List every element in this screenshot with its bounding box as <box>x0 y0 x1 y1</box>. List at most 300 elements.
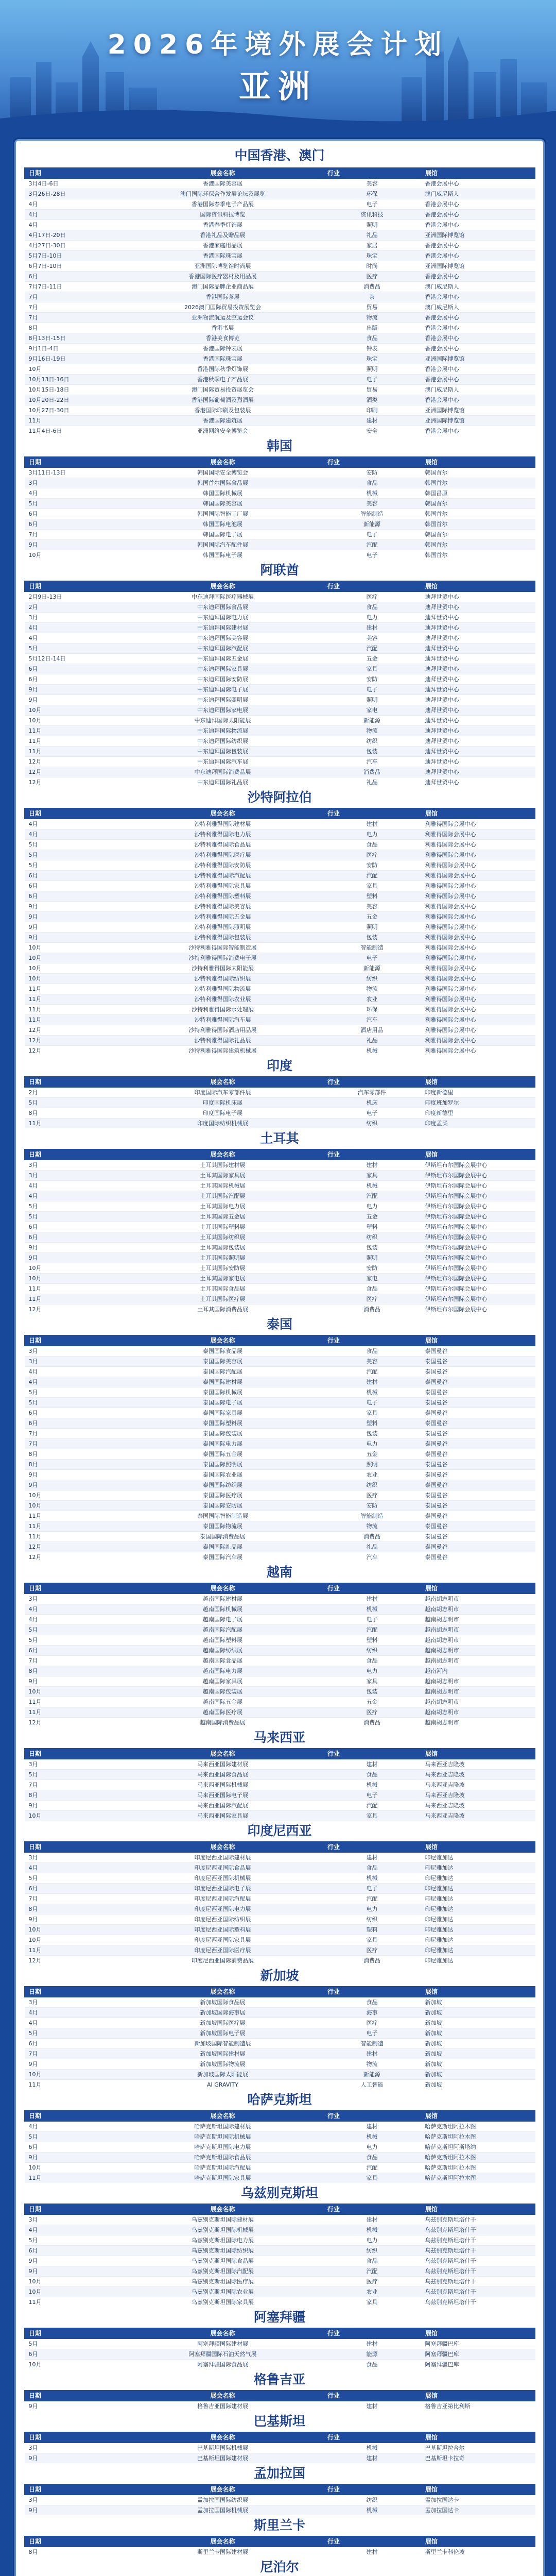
column-header-date: 日期 <box>25 2484 123 2495</box>
cell-venue: 利雅得国际会展中心 <box>421 974 535 984</box>
cell-category: 新能源 <box>323 716 421 726</box>
cell-date: 4月 <box>25 1191 123 1201</box>
cell-category: 智能制造 <box>323 509 421 519</box>
cell-name: 香港礼品及赠品展 <box>123 230 323 241</box>
cell-date: 10月 <box>25 953 123 963</box>
cell-name: 香港秋季电子产品展 <box>123 375 323 385</box>
column-header-name: 展会名称 <box>123 2111 323 2122</box>
cell-date: 5月 <box>25 840 123 850</box>
table-row <box>25 530 535 540</box>
column-header-category: 行业 <box>323 2328 421 2339</box>
cell-date: 5月 <box>25 2028 123 2039</box>
table-row <box>25 685 535 695</box>
schedule-table <box>24 1841 535 1965</box>
cell-name: 乌兹别克斯坦国际机械展 <box>123 2225 323 2235</box>
cell-venue: 越南胡志明市 <box>421 1604 535 1615</box>
cell-name: 巴基斯坦国际建材展 <box>123 2453 323 2464</box>
cell-date: 9月1日-4日 <box>25 344 123 354</box>
cell-category: 电力 <box>323 2142 421 2153</box>
cell-name: 韩国国际汽车配件展 <box>123 540 323 550</box>
table-row <box>25 1470 535 1480</box>
cell-name: 印度尼西亚国际机械展 <box>123 1873 323 1884</box>
cell-date: 6月 <box>25 871 123 881</box>
cell-venue: 哈萨克斯坦阿拉木图 <box>421 2163 535 2173</box>
cell-date: 5月7日-10日 <box>25 251 123 261</box>
cell-venue: 乌兹别克斯坦塔什干 <box>421 2266 535 2277</box>
cell-name: 泰国国际包装展 <box>123 1429 323 1439</box>
cell-name: 印度国际纺织机械展 <box>123 1118 323 1129</box>
cell-name: 印度国际汽车零部件展 <box>123 1088 323 1098</box>
cell-category: 电子 <box>323 685 421 695</box>
cell-date: 4月 <box>25 199 123 210</box>
cell-venue: 香港会展中心 <box>421 251 535 261</box>
cell-category: 电力 <box>323 1201 421 1212</box>
cell-date: 12月 <box>25 1304 123 1315</box>
cell-category: 建材 <box>323 2122 421 2132</box>
cell-venue: 印尼雅加达 <box>421 1894 535 1904</box>
table-row <box>25 829 535 840</box>
cell-venue: 乌兹别克斯坦塔什干 <box>421 2256 535 2266</box>
cell-name: 沙特利雅得国际塑料展 <box>123 891 323 902</box>
cell-date: 9月 <box>25 1480 123 1490</box>
cell-name: 韩国国际电子展 <box>123 530 323 540</box>
cell-date: 8月 <box>25 2547 123 2557</box>
table-row <box>25 1046 535 1056</box>
cell-name: 泰国国际物流展 <box>123 1521 323 1532</box>
cell-venue: 伊斯坦布尔国际会展中心 <box>421 1284 535 1294</box>
cell-name: 香港书展 <box>123 323 323 333</box>
table-row <box>25 912 535 922</box>
column-header-venue: 展馆 <box>421 1335 535 1346</box>
cell-date: 9月 <box>25 1243 123 1253</box>
cell-name: 乌兹别克斯坦国际医疗展 <box>123 2277 323 2287</box>
cell-name: 土耳其国际安防展 <box>123 1263 323 1274</box>
cell-name: 泰国国际安防展 <box>123 1501 323 1511</box>
cell-venue: 澳门威尼斯人 <box>421 302 535 313</box>
cell-date: 12月 <box>25 777 123 788</box>
cell-name: 马来西亚国际家具展 <box>123 1811 323 1821</box>
cell-venue: 迪拜世贸中心 <box>421 747 535 757</box>
cell-name: 泰国国际汽配展 <box>123 1367 323 1377</box>
table-row <box>25 2256 535 2266</box>
cell-category: 食品 <box>323 333 421 344</box>
cell-venue: 越南胡志明市 <box>421 1687 535 1697</box>
cell-venue: 澳门威尼斯人 <box>421 282 535 292</box>
table-row <box>25 1687 535 1697</box>
cell-date: 3月 <box>25 1346 123 1357</box>
cell-venue: 迪拜世贸中心 <box>421 654 535 664</box>
column-header-category: 行业 <box>323 2204 421 2215</box>
column-header-category: 行业 <box>323 1149 421 1160</box>
column-header-category: 行业 <box>323 2484 421 2495</box>
cell-name: 乌兹别克斯坦国际电力展 <box>123 2235 323 2246</box>
section-1 <box>16 436 543 560</box>
cell-venue: 香港会展中心 <box>421 426 535 436</box>
cell-category: 消费品 <box>323 282 421 292</box>
table-row <box>25 1625 535 1635</box>
cell-venue: 泰国曼谷 <box>421 1357 535 1367</box>
cell-name: 沙特利雅得国际礼品展 <box>123 1036 323 1046</box>
cell-name: 马来西亚国际建材展 <box>123 1759 323 1770</box>
column-header-venue: 展馆 <box>421 1842 535 1853</box>
column-header-venue: 展馆 <box>421 1149 535 1160</box>
cell-category: 电子 <box>323 550 421 561</box>
table-row <box>25 2266 535 2277</box>
column-header-venue: 展馆 <box>421 168 535 179</box>
table-row <box>25 1005 535 1015</box>
cell-name: 乌兹别克斯坦国际纺织展 <box>123 2246 323 2256</box>
cell-date: 4月 <box>25 819 123 829</box>
cell-date: 5月 <box>25 1770 123 1780</box>
column-header-name: 展会名称 <box>123 2328 323 2339</box>
cell-category: 电子 <box>323 530 421 540</box>
table-row <box>25 1656 535 1666</box>
cell-venue: 印尼雅加达 <box>421 1904 535 1914</box>
table-row <box>25 488 535 499</box>
cell-venue: 利雅得国际会展中心 <box>421 994 535 1005</box>
cell-date: 9月 <box>25 2453 123 2464</box>
cell-category: 机械 <box>323 2443 421 2453</box>
section-title: 土耳其 <box>260 1131 299 1146</box>
cell-name: 土耳其国际机械展 <box>123 1181 323 1191</box>
cell-date: 11月 <box>25 1511 123 1521</box>
cell-venue: 印尼雅加达 <box>421 1945 535 1956</box>
table-row <box>25 2039 535 2049</box>
cell-category: 照明 <box>323 1253 421 1263</box>
cell-date: 4月17日-20日 <box>25 230 123 241</box>
table-row <box>25 1387 535 1398</box>
table-row <box>25 1201 535 1212</box>
cell-venue: 迪拜世贸中心 <box>421 736 535 747</box>
cell-category: 家电 <box>323 1274 421 1284</box>
cell-category: 家具 <box>323 2173 421 2183</box>
cell-date: 11月 <box>25 2173 123 2183</box>
column-header-category: 行业 <box>323 2432 421 2443</box>
cell-name: 越南国际食品展 <box>123 1656 323 1666</box>
cell-category: 照明 <box>323 695 421 705</box>
cell-name: 沙特利雅得国际安防展 <box>123 860 323 871</box>
column-header-date: 日期 <box>25 2536 123 2547</box>
table-row <box>25 1429 535 1439</box>
cell-category: 纺织 <box>323 1646 421 1656</box>
table-row <box>25 2235 535 2246</box>
cell-venue: 新加坡 <box>421 2018 535 2028</box>
cell-category: 汽配 <box>323 643 421 654</box>
cell-category: 电力 <box>323 829 421 840</box>
section-title: 巴基斯坦 <box>253 2414 305 2429</box>
cell-category: 农业 <box>323 1470 421 1480</box>
cell-name: 泰国国际消费品展 <box>123 1532 323 1542</box>
cell-date: 11月 <box>25 1521 123 1532</box>
schedule-table <box>24 1335 535 1562</box>
section-title: 阿联酋 <box>260 563 299 578</box>
cell-category: 消费品 <box>323 1718 421 1728</box>
column-header-category: 行业 <box>323 1749 421 1759</box>
cell-venue: 澳门威尼斯人 <box>421 189 535 199</box>
cell-name: 香港国际珠宝展 <box>123 354 323 364</box>
cell-date: 11月 <box>25 747 123 757</box>
cell-venue: 泰国曼谷 <box>421 1501 535 1511</box>
cell-category: 五金 <box>323 654 421 664</box>
cell-category: 医疗 <box>323 1707 421 1718</box>
cell-venue: 香港会展中心 <box>421 313 535 323</box>
table-row <box>25 1552 535 1563</box>
cell-name: 中东迪拜国际汽配展 <box>123 643 323 654</box>
cell-name: 香港国际印刷及包装展 <box>123 405 323 416</box>
cell-venue: 亚洲国际博览馆 <box>421 261 535 272</box>
cell-date: 3月 <box>25 1171 123 1181</box>
cell-category: 建材 <box>323 2049 421 2059</box>
cell-date: 4月 <box>25 829 123 840</box>
schedule-table <box>24 1583 535 1727</box>
cell-name: 越南国际消费品展 <box>123 1718 323 1728</box>
cell-venue: 利雅得国际会展中心 <box>421 912 535 922</box>
cell-venue: 泰国曼谷 <box>421 1367 535 1377</box>
table-row <box>25 2163 535 2173</box>
table-row <box>25 1501 535 1511</box>
cell-name: 土耳其国际电力展 <box>123 1201 323 1212</box>
cell-name: 韩国国际电池展 <box>123 519 323 530</box>
table-row <box>25 292 535 302</box>
column-header-name: 展会名称 <box>123 1987 323 1997</box>
column-header-date: 日期 <box>25 2204 123 2215</box>
cell-venue: 香港会展中心 <box>421 220 535 230</box>
cell-venue: 伊斯坦布尔国际会展中心 <box>421 1160 535 1171</box>
table-row <box>25 1232 535 1243</box>
cell-category: 酒类 <box>323 395 421 405</box>
cell-date: 11月 <box>25 1707 123 1718</box>
section-3 <box>16 787 543 1056</box>
cell-name: 中东迪拜国际五金展 <box>123 654 323 664</box>
table-row <box>25 1408 535 1418</box>
section-5 <box>16 1128 543 1314</box>
cell-venue: 马来西亚吉隆坡 <box>421 1780 535 1790</box>
cell-venue: 伊斯坦布尔国际会展中心 <box>421 1294 535 1304</box>
cell-name: 土耳其国际消费品展 <box>123 1304 323 1315</box>
page-subtitle: 亚洲 <box>238 67 317 105</box>
cell-venue: 越南胡志明市 <box>421 1707 535 1718</box>
schedule-table <box>24 2110 535 2183</box>
cell-name: 中东迪拜国际医疗器械展 <box>123 592 323 602</box>
table-row <box>25 1015 535 1025</box>
cell-venue: 巴基斯坦拉合尔 <box>421 2443 535 2453</box>
cell-venue: 乌兹别克斯坦塔什干 <box>421 2225 535 2235</box>
cell-category: 照明 <box>323 220 421 230</box>
cell-date: 6月 <box>25 2039 123 2049</box>
cell-category: 建材 <box>323 1594 421 1604</box>
cell-category: 智能制造 <box>323 943 421 953</box>
schedule-table <box>24 1748 535 1821</box>
cell-category: 机械 <box>323 1604 421 1615</box>
cell-venue: 利雅得国际会展中心 <box>421 1005 535 1015</box>
cell-name: 沙特利雅得国际电力展 <box>123 829 323 840</box>
cell-category: 食品 <box>323 1346 421 1357</box>
table-row <box>25 2453 535 2464</box>
table-row <box>25 1945 535 1956</box>
section-title: 印度尼西亚 <box>247 1823 312 1838</box>
column-header-date: 日期 <box>25 2328 123 2339</box>
cell-venue: 泰国曼谷 <box>421 1439 535 1449</box>
cell-venue: 韩国首尔 <box>421 509 535 519</box>
cell-category: 机械 <box>323 2505 421 2516</box>
cell-venue: 伊斯坦布尔国际会展中心 <box>421 1274 535 1284</box>
cell-category: 安全 <box>323 426 421 436</box>
cell-date: 9月 <box>25 922 123 933</box>
cell-venue: 泰国曼谷 <box>421 1346 535 1357</box>
cell-name: 新加坡国际医疗展 <box>123 2018 323 2028</box>
column-header-name: 展会名称 <box>123 457 323 468</box>
table-row <box>25 1118 535 1129</box>
table-header-row <box>25 2328 535 2339</box>
cell-venue: 韩国首尔 <box>421 530 535 540</box>
cell-venue: 泰国曼谷 <box>421 1429 535 1439</box>
table-row <box>25 1894 535 1904</box>
cell-date: 6月 <box>25 519 123 530</box>
table-row <box>25 1439 535 1449</box>
cell-venue: 利雅得国际会展中心 <box>421 829 535 840</box>
cell-date: 6月 <box>25 1222 123 1232</box>
cell-name: 土耳其国际家电展 <box>123 1274 323 1284</box>
cell-category: 建材 <box>323 1160 421 1171</box>
cell-date: 10月 <box>25 1811 123 1821</box>
cell-category: 物流 <box>323 726 421 736</box>
schedule-table <box>24 2204 535 2307</box>
cell-venue: 韩国首尔 <box>421 499 535 509</box>
column-header-venue: 展馆 <box>421 1987 535 1997</box>
table-row <box>25 1274 535 1284</box>
cell-category: 建材 <box>323 2547 421 2557</box>
cell-name: 马来西亚国际食品展 <box>123 1770 323 1780</box>
table-row <box>25 1088 535 1098</box>
schedule-table <box>24 2432 535 2463</box>
cell-date: 6月 <box>25 674 123 685</box>
cell-venue: 新加坡 <box>421 2028 535 2039</box>
cell-category: 建材 <box>323 2453 421 2464</box>
cell-name: 澳门国际环保合作发展论坛及展览 <box>123 189 323 199</box>
cell-venue: 香港会展中心 <box>421 344 535 354</box>
cell-name: 沙特利雅得国际照明展 <box>123 922 323 933</box>
cell-date: 3月 <box>25 2443 123 2453</box>
column-header-category: 行业 <box>323 457 421 468</box>
cell-date: 10月 <box>25 943 123 953</box>
table-row <box>25 902 535 912</box>
section-13 <box>16 2307 543 2369</box>
cell-venue: 越南胡志明市 <box>421 1635 535 1646</box>
column-header-category: 行业 <box>323 1077 421 1088</box>
cell-category: 电子 <box>323 375 421 385</box>
schedule-table <box>24 167 535 436</box>
cell-venue: 伊斯坦布尔国际会展中心 <box>421 1222 535 1232</box>
cell-venue: 越南胡志明市 <box>421 1594 535 1604</box>
cell-date: 4月 <box>25 1377 123 1387</box>
cell-date: 10月 <box>25 1501 123 1511</box>
table-row <box>25 1036 535 1046</box>
column-header-name: 展会名称 <box>123 581 323 592</box>
cell-category: 钟表 <box>323 344 421 354</box>
cell-name: 沙特利雅得国际农业展 <box>123 994 323 1005</box>
cell-category: 食品 <box>323 478 421 488</box>
cell-venue: 印尼雅加达 <box>421 1925 535 1935</box>
cell-date: 12月 <box>25 757 123 767</box>
table-row <box>25 2443 535 2453</box>
cell-category: 食品 <box>323 2256 421 2266</box>
cell-name: 沙特利雅得国际美容展 <box>123 902 323 912</box>
cell-name: 土耳其国际包装展 <box>123 1243 323 1253</box>
cell-venue: 哈萨克斯坦阿拉木图 <box>421 2132 535 2142</box>
cell-venue: 利雅得国际会展中心 <box>421 1036 535 1046</box>
cell-name: 韩国国际电子展 <box>123 550 323 561</box>
column-header-name: 展会名称 <box>123 1149 323 1160</box>
column-header-venue: 展馆 <box>421 2111 535 2122</box>
cell-date: 7月 <box>25 1429 123 1439</box>
cell-category: 家具 <box>323 2297 421 2308</box>
table-row <box>25 313 535 323</box>
table-row <box>25 1676 535 1687</box>
table-header-row <box>25 1077 535 1088</box>
cell-venue: 格鲁吉亚第比利斯 <box>421 2401 535 2412</box>
column-header-date: 日期 <box>25 2391 123 2401</box>
cell-venue: 印尼雅加达 <box>421 1853 535 1863</box>
cell-category: 智能制造 <box>323 1511 421 1521</box>
column-header-venue: 展馆 <box>421 1749 535 1759</box>
column-header-category: 行业 <box>323 1335 421 1346</box>
table-row <box>25 1521 535 1532</box>
cell-category: 医疗 <box>323 2277 421 2287</box>
column-header-name: 展会名称 <box>123 2432 323 2443</box>
cell-date: 6月 <box>25 2246 123 2256</box>
cell-name: 中东迪拜国际食品展 <box>123 602 323 613</box>
cell-name: 印度尼西亚国际电子展 <box>123 1884 323 1894</box>
cell-name: 亚洲国际博览馆时尚展 <box>123 261 323 272</box>
schedule-table <box>24 2536 535 2557</box>
cell-category: 汽配 <box>323 540 421 550</box>
cell-date: 9月 <box>25 695 123 705</box>
table-row <box>25 1098 535 1108</box>
cell-venue: 印度班加罗尔 <box>421 1098 535 1108</box>
cell-category: 新能源 <box>323 519 421 530</box>
cell-venue: 利雅得国际会展中心 <box>421 963 535 974</box>
cell-category: 建材 <box>323 623 421 633</box>
column-header-category: 行业 <box>323 2391 421 2401</box>
cell-date: 11月 <box>25 726 123 736</box>
cell-date: 10月 <box>25 2277 123 2287</box>
cell-venue: 利雅得国际会展中心 <box>421 984 535 994</box>
cell-venue: 印度新德里 <box>421 1108 535 1118</box>
column-header-venue: 展馆 <box>421 2328 535 2339</box>
cell-name: 香港国际葡萄酒及烈酒展 <box>123 395 323 405</box>
cell-venue: 越南胡志明市 <box>421 1718 535 1728</box>
cell-name: 中东迪拜国际汽车展 <box>123 757 323 767</box>
cell-venue: 韩国首尔 <box>421 478 535 488</box>
cell-venue: 利雅得国际会展中心 <box>421 933 535 943</box>
cell-category: 建材 <box>323 416 421 426</box>
cell-date: 7月 <box>25 1894 123 1904</box>
table-row <box>25 953 535 963</box>
column-header-date: 日期 <box>25 808 123 819</box>
column-header-date: 日期 <box>25 1335 123 1346</box>
table-row <box>25 860 535 871</box>
cell-name: 越南国际塑料展 <box>123 1635 323 1646</box>
cell-venue: 韩国首尔 <box>421 468 535 478</box>
table-row <box>25 2349 535 2360</box>
column-header-date: 日期 <box>25 581 123 592</box>
table-row <box>25 344 535 354</box>
cell-name: 泰国国际塑料展 <box>123 1418 323 1429</box>
table-row <box>25 179 535 189</box>
cell-date: 4月 <box>25 2225 123 2235</box>
cell-date: 11月 <box>25 1284 123 1294</box>
section-title: 乌兹别克斯坦 <box>240 2185 318 2200</box>
